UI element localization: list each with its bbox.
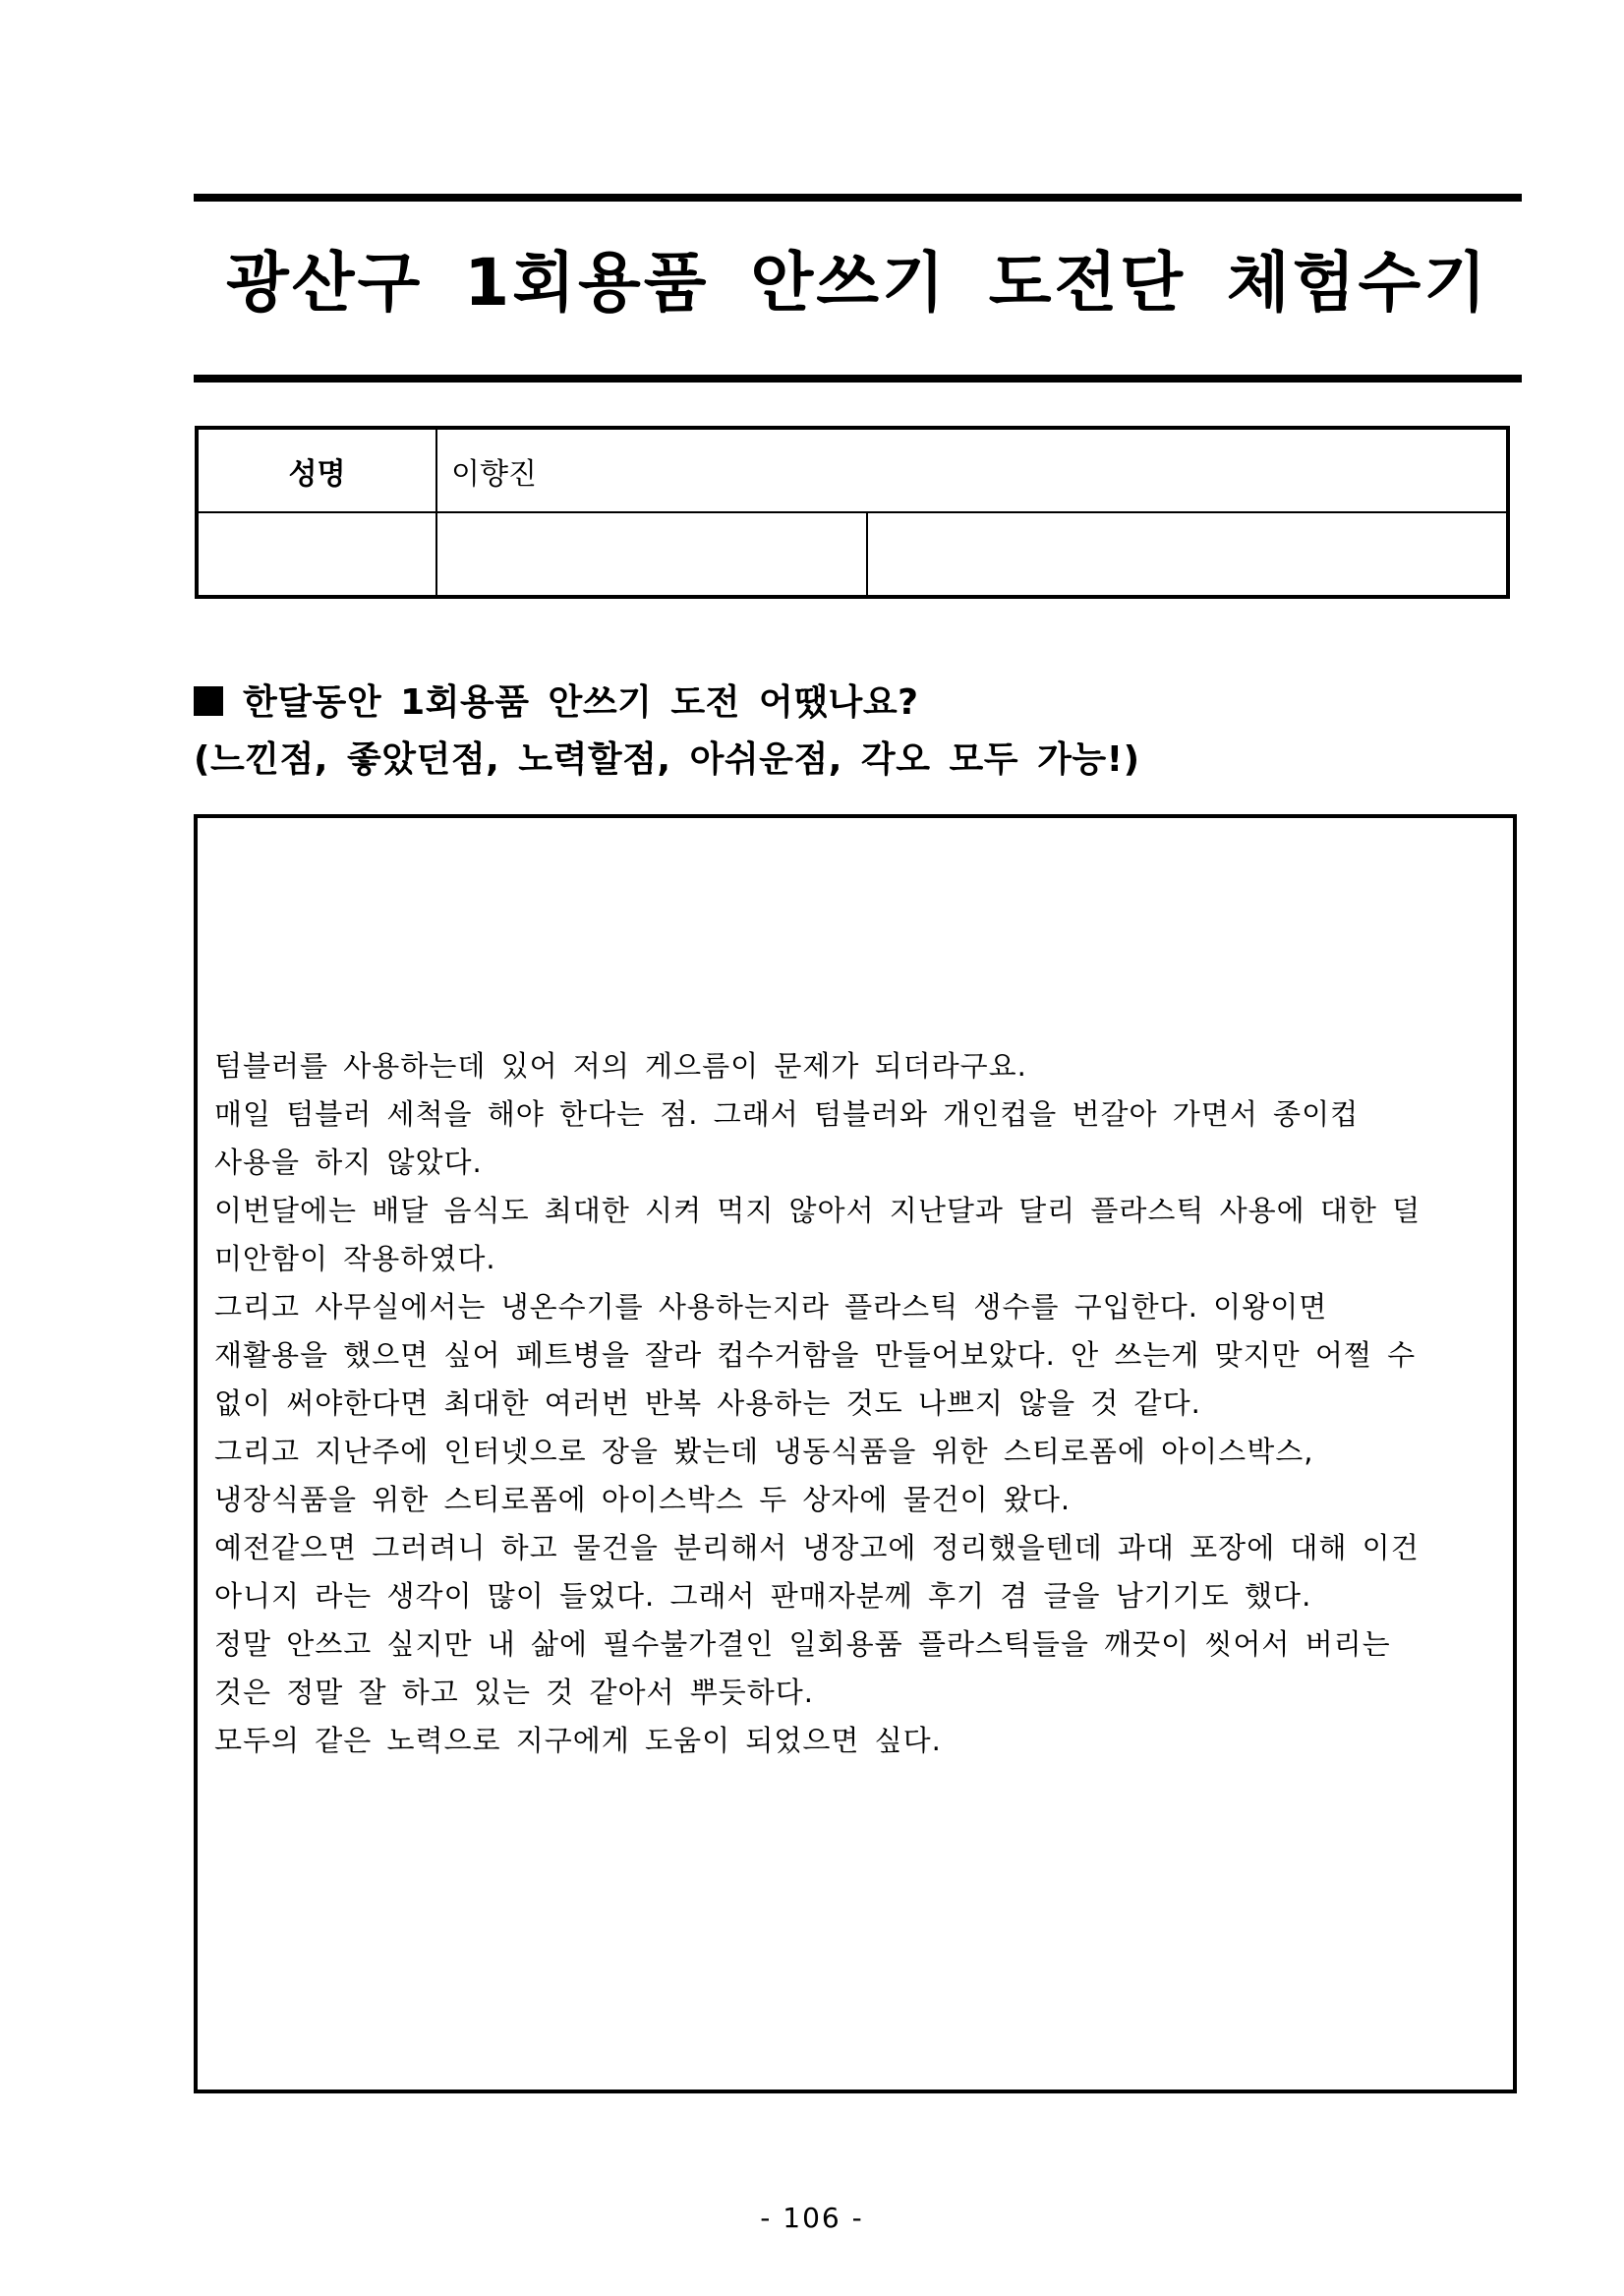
answer-line: 것은 정말 잘 하고 있는 것 같아서 뿌듯하다. (214, 1676, 814, 1709)
answer-line: 매일 텀블러 세척을 해야 한다는 점. 그래서 텀블러와 개인컵을 번갈아 가면서 종이컵 (214, 1097, 1360, 1131)
answer-line: 미안함이 작용하였다. (214, 1242, 496, 1275)
answer-line: 아니지 라는 생각이 많이 들었다. 그래서 판매자분께 후기 겸 글을 남기기도 했다. (214, 1579, 1312, 1613)
empty-cell-3 (867, 512, 1508, 597)
empty-cell-2 (436, 512, 867, 597)
answer-line: 없이 써야한다면 최대한 여러번 반복 사용하는 것도 나쁘지 않을 것 같다. (214, 1386, 1201, 1420)
answer-line: 이번달에는 배달 음식도 최대한 시켜 먹지 않아서 지난달과 달리 플라스틱 사용에 대한 덜 (214, 1194, 1421, 1227)
empty-cell-1 (197, 512, 436, 597)
title-top-rule (194, 194, 1522, 202)
name-label: 성명 (197, 428, 436, 512)
question-heading (194, 675, 1140, 789)
answer-line: 그리고 사무실에서는 냉온수기를 사용하는지라 플라스틱 생수를 구입한다. 이왕이면 (214, 1290, 1328, 1324)
question-text-1: 한달동안 1회용품 안쓰기 도전 어땠나요? (243, 682, 919, 723)
answer-line: 그리고 지난주에 인터넷으로 장을 봤는데 냉동식품을 위한 스티로폼에 아이스박스, (214, 1435, 1314, 1468)
answer-line: 예전같으면 그러려니 하고 물건을 분리해서 냉장고에 정리했을텐데 과대 포장에 대해 이건 (214, 1531, 1420, 1564)
info-table (195, 426, 1510, 599)
answer-text (214, 1042, 1503, 1765)
name-value: 이향진 (436, 428, 1508, 512)
square-bullet-icon (194, 686, 223, 716)
page-number: - 106 - (760, 2202, 864, 2234)
title-bottom-rule (194, 375, 1522, 383)
answer-line: 냉장식품을 위한 스티로폼에 아이스박스 두 상자에 물건이 왔다. (214, 1483, 1072, 1516)
document-title: 광산구 1회용품 안쓰기 도전단 체험수기 (226, 245, 1489, 321)
info-row-name (197, 428, 1508, 512)
answer-line: 텀블러를 사용하는데 있어 저의 게으름이 문제가 되더라구요. (214, 1049, 1027, 1083)
answer-line: 사용을 하지 않았다. (214, 1146, 483, 1179)
question-line-2: (느낀점, 좋았던점, 노력할점, 아쉬운점, 각오 모두 가능!) (194, 739, 1140, 780)
answer-line: 정말 안쓰고 싶지만 내 삶에 필수불가결인 일회용품 플라스틱들을 깨끗이 씻어서 버리는 (214, 1627, 1391, 1661)
info-row-empty (197, 512, 1508, 597)
question-line-1 (194, 675, 1140, 732)
answer-box (194, 814, 1517, 2093)
answer-line: 모두의 같은 노력으로 지구에게 도움이 되었으면 싶다. (214, 1724, 942, 1757)
answer-line: 재활용을 했으면 싶어 페트병을 잘라 컵수거함을 만들어보았다. 안 쓰는게 맞지만 어쩔 수 (214, 1338, 1417, 1372)
